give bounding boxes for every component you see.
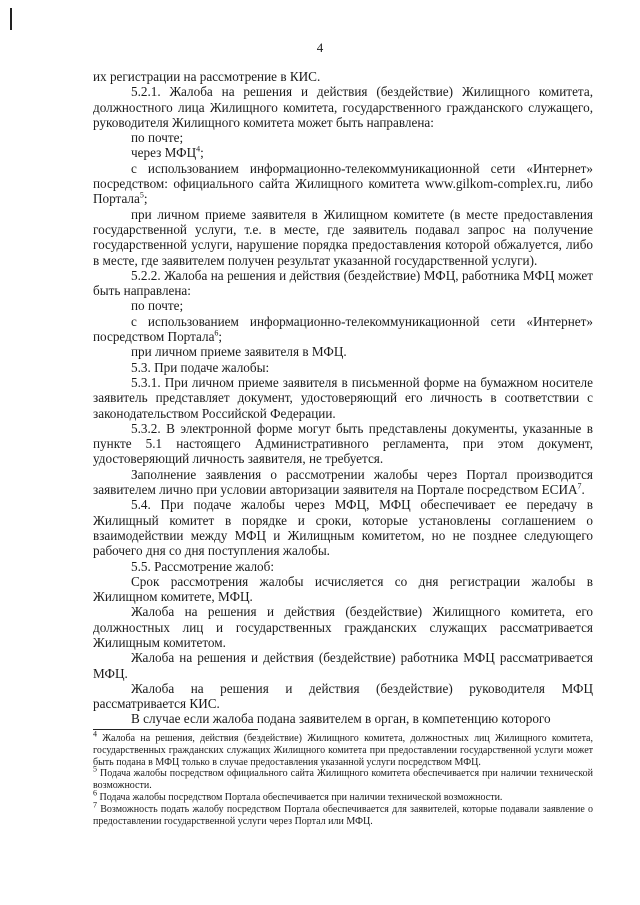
paragraph: 5.3.1. При личном приеме заявителя в письменной форме на бумажном носителе заявитель представляет документ, удостоверяющий его личность в соответствии с законодательством Российской Федерации.	[93, 374, 593, 421]
footnote	[93, 729, 593, 768]
paragraph: Жалоба на решения и действия (бездействие) руководителя МФЦ рассматривается КИС.	[93, 680, 593, 712]
paragraph: 5.5. Рассмотрение жалоб:	[131, 558, 275, 574]
paragraph: 5.2.1. Жалоба на решения и действия (бездействие) Жилищного комитета, должностного лица Жилищного комитета, государственного гражданского служащего, руководителя Жилищного комитета может быть направлена:	[93, 84, 593, 130]
paragraph	[93, 161, 593, 207]
paragraph	[93, 467, 593, 498]
paragraph: по почте;	[131, 130, 184, 146]
footnote-text: Жалоба на решения, действия (бездействие) Жилищного комитета, должностных лиц Жилищного комитета, государственных гражданских служащих Жилищного комитета при предоставлении государственной услуги может быть подана в МФЦ только в случае предоставления указанной услуги посредством МФЦ.	[93, 733, 593, 768]
footnote-ref: 4	[196, 145, 201, 155]
paragraph: при личном приеме заявителя в МФЦ.	[131, 344, 347, 360]
footnote-ref: 6	[214, 328, 219, 338]
paragraph: 5.3.2. В электронной форме могут быть представлены документы, указанные в пункте 5.1 настоящего Административного регламента, при этом документ, удостоверяющий личность заявителя, не требуется.	[93, 420, 593, 467]
footnote-number: 6	[93, 788, 97, 798]
paragraph: Жалоба на решения и действия (бездействие) Жилищного комитета, его должностных лиц и государственных гражданских служащих рассматривается Жилищным комитетом.	[93, 604, 593, 650]
paragraph-text: с использованием информационно-телекоммуникационной сети «Интернет» посредством Портала	[93, 313, 593, 345]
footnote	[93, 765, 594, 792]
footnote-number: 7	[93, 800, 97, 810]
body-text	[93, 69, 593, 727]
footnote-ref: 5	[139, 190, 144, 200]
paragraph-tail: .	[581, 482, 585, 498]
paragraph: В случае если жалоба подана заявителем в орган, в компетенцию которого	[131, 711, 551, 727]
footnote-text: Подача жалобы посредством официального сайта Жилищного комитета обеспечивается при наличии технической возможности.	[93, 768, 594, 792]
page-number: 4	[316, 40, 324, 55]
paragraph-text: через МФЦ	[131, 145, 197, 161]
paragraph	[93, 145, 593, 160]
footnote-divider	[93, 729, 258, 730]
paragraph: Срок рассмотрения жалобы исчисляется со дня регистрации жалобы в Жилищном комитете, МФЦ.	[93, 573, 593, 605]
paragraph-tail: ;	[143, 191, 148, 207]
paragraph	[93, 314, 593, 345]
paragraph-text: с использованием информационно-телекоммуникационной сети «Интернет» посредством: официального сайта Жилищного комитета www.gilkom-complex.ru, либо Портала	[93, 160, 593, 207]
paragraph: Жалоба на решения и действия (бездействие) работника МФЦ рассматривается МФЦ.	[93, 650, 593, 681]
paragraph: 5.2.2. Жалоба на решения и действия (бездействие) МФЦ, работника МФЦ может быть направлена:	[93, 267, 593, 299]
footnote-ref: 7	[577, 481, 582, 491]
paragraph-tail: ;	[218, 329, 223, 345]
footnote-number: 4	[93, 729, 97, 739]
paragraph-text: Заполнение заявления о рассмотрении жалобы через Портал производится заявителем лично при условии авторизации заявителя на Портале посредством ЕСИА	[93, 466, 593, 498]
paragraph: 5.3. При подаче жалобы:	[131, 359, 270, 375]
scan-edge-mark	[10, 8, 12, 30]
footnote-number: 5	[93, 765, 97, 775]
footnotes	[93, 729, 594, 827]
footnote	[93, 788, 593, 804]
footnote	[93, 800, 593, 828]
paragraph: при личном приеме заявителя в Жилищном комитете (в месте предоставления государственной услуги, т.е. в месте, где заявитель подавал запрос на получение государственной услуги, нарушение порядка предоставления которой обжалуется, либо в месте, где заявителем получен результат указанной государственной услуги).	[93, 206, 593, 268]
paragraph-tail: ;	[200, 145, 204, 161]
paragraph: по почте;	[131, 298, 184, 314]
footnote-text: Возможность подать жалобу посредством Портала обеспечивается для заявителей, которые подавали заявление о предоставлении государственной услуги через Портал или МФЦ.	[93, 803, 593, 827]
footnote-text: Подача жалобы посредством Портала обеспечивается при наличии технической возможности.	[99, 791, 503, 803]
paragraph: их регистрации на рассмотрение в КИС.	[93, 69, 321, 84]
paragraph: 5.4. При подаче жалобы через МФЦ, МФЦ обеспечивает ее передачу в Жилищный комитет в порядке и сроки, которые установлены соглашением о взаимодействии между МФЦ и Жилищным комитетом, но не позднее следующего рабочего дня со дня поступления жалобы.	[93, 497, 593, 559]
